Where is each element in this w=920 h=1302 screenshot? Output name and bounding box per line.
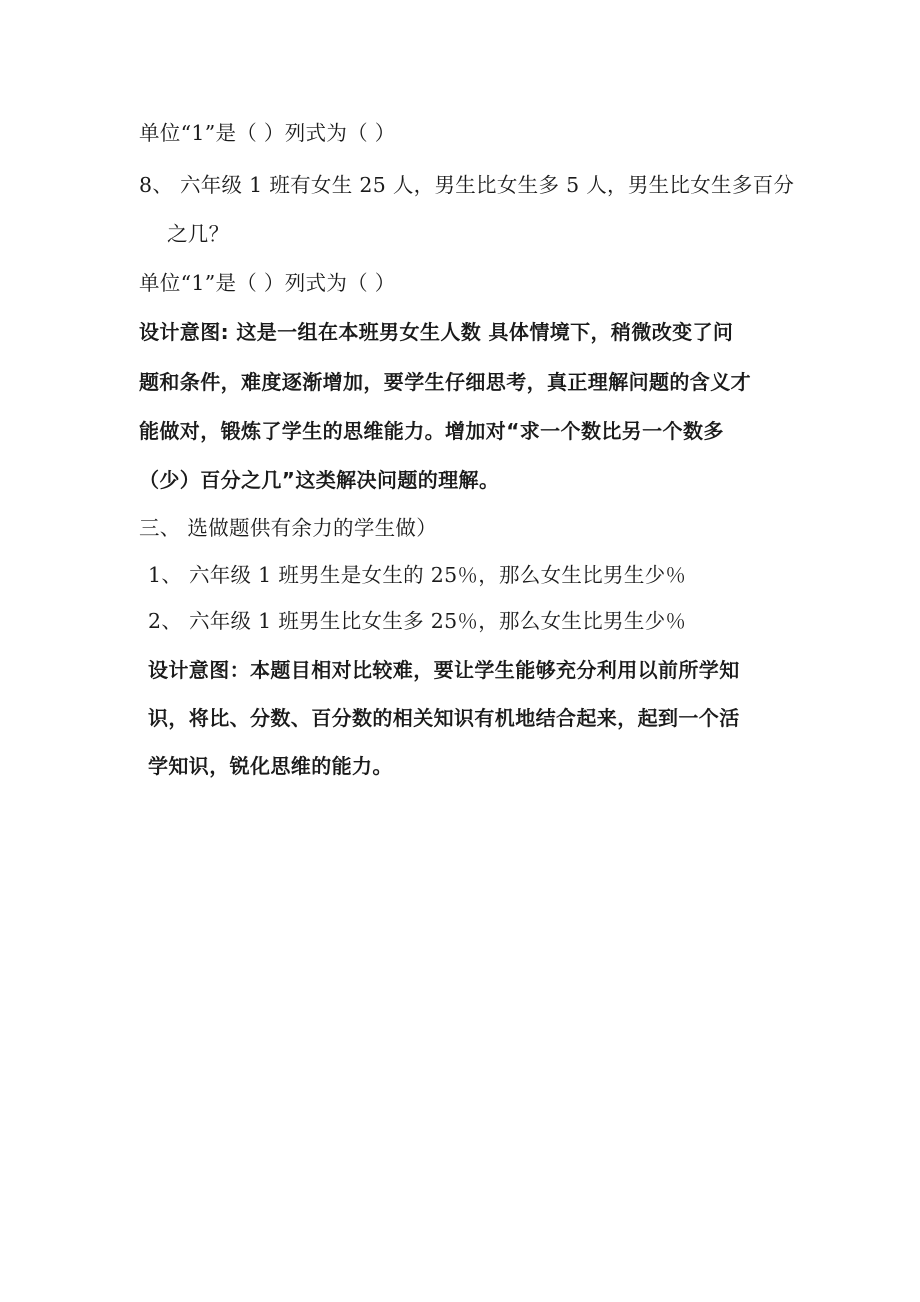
design-intent-1-line-2: 题和条件，难度逐渐增加，要学生仔细思考，真正理解问题的含义才	[139, 370, 751, 394]
design-intent-1-line-4: （少）百分之几”这类解决问题的理解。	[139, 468, 500, 492]
section-3-item-1: 1、 六年级 1 班男生是女生的 25％，那么女生比男生少％	[148, 563, 687, 587]
design-intent-2-line-1: 设计意图：本题目相对比较难，要让学生能够充分利用以前所学知	[148, 658, 740, 682]
design-intent-2-line-3: 学知识，锐化思维的能力。	[148, 754, 393, 778]
q8-question-line-2: 之几？	[167, 222, 230, 246]
section-3-item-2: 2、 六年级 1 班男生比女生多 25％，那么女生比男生少％	[148, 609, 687, 633]
q7-unit-line: 单位“1”是（ ）列式为（ ）	[139, 121, 396, 145]
design-intent-2-line-2: 识，将比、分数、百分数的相关知识有机地结合起来，起到一个活	[148, 706, 740, 730]
q8-question-line-1: 8、 六年级 1 班有女生 25 人，男生比女生多 5 人，男生比女生多百分	[139, 173, 795, 197]
q8-unit-line: 单位“1”是（ ）列式为（ ）	[139, 271, 396, 295]
design-intent-1-line-1: 设计意图: 这是一组在本班男女生人数 具体情境下，稍微改变了问	[139, 320, 734, 344]
section-3-heading: 三、 选做题供有余力的学生做）	[139, 516, 438, 540]
design-intent-1-line-3: 能做对，锻炼了学生的思维能力。增加对“求一个数比另一个数多	[139, 419, 724, 443]
